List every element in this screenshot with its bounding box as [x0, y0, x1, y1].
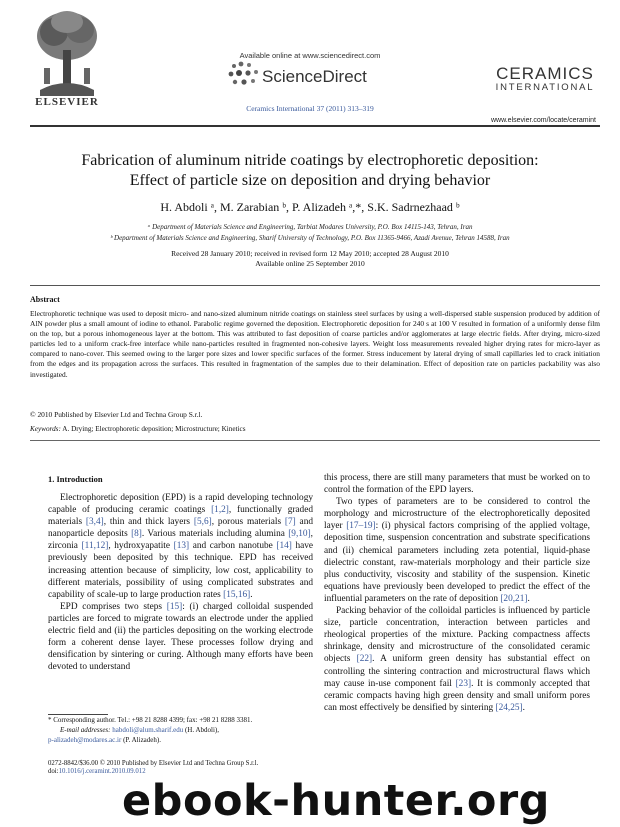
article-title [30, 151, 590, 191]
section-heading-introduction: 1. Introduction [48, 474, 103, 484]
doi-line [48, 768, 146, 775]
keywords-label: Keywords: [30, 425, 61, 433]
journal-reference-link[interactable]: Ceramics International 37 (2011) 313–319 [246, 104, 374, 113]
citation-link[interactable]: [20,21] [500, 593, 528, 604]
keywords-line [30, 425, 246, 433]
received-dates: Received 28 January 2010; received in revised form 12 May 2010; accepted 28 August 2010 [171, 249, 449, 258]
citation-link[interactable]: [8] [131, 529, 142, 540]
title-line-2: Effect of particle size on deposition and drying behavior [129, 172, 491, 189]
title-line-1: Fabrication of aluminum nitride coatings by electrophoretic deposition: [81, 152, 539, 169]
paragraph: Two types of parameters are to be considered to control the morphology and microstructure of the electrophoretically deposited layer [17–19]: (i) physical factors comprising of the applied voltage, deposition time, suspension concentration and substrate specifications and (ii) chemical parameters including zeta potential, liquid-phase dielectric constant, raw-materials morphology and their particle size plus conductivity, viscosity and stability of the suspension. Kinetic equations have previously been developed to predict the effect of the influential parameters on the rate of deposition [20,21]. [324, 497, 591, 604]
abstract-heading: Abstract [30, 295, 60, 304]
sciencedirect-dots-icon [226, 60, 266, 90]
author-list: H. Abdoli ᵃ, M. Zarabian ᵇ, P. Alizadeh ᵃ,*, S.K. Sadrnezhaad ᵇ [160, 200, 460, 214]
abstract-body: Electrophoretic technique was used to deposit micro- and nano-sized aluminum nitride coatings on stainless steel surfaces by using a well-dispersed stable suspension produced by addition of AlN powder plus a small amount of iodine to ethanol. Parabolic regime governed the deposition. Electrophoretic deposition for 240 s at 100 V resulted in formation of a uniformly dense film on the top, but a porous inhomogeneous layer at the bottom. This was attributed to fast deposition of coarse particles and/or agglomerates at large electric fields. After drying, micro-sized particles led to a uniform crack-free interface while nano-particles resulted in fragmented non-cohesive layers. Weight loss measurements revealed higher drying rates for micro-layer as compared to nano-cover. This seemed owing to the larger pore sizes and lower specific surfaces of the former. Stress inducement by lateral drying of small capillaries led to crack initiation from the edges and its propagation across the surfaces. This resulted in fragmentation of the samples due to their delamination. Effect of deposition rate on particles packability was also investigated. [30, 309, 600, 379]
title-divider [30, 285, 600, 286]
citation-link[interactable]: [5,6] [193, 517, 212, 528]
sciencedirect-wordmark: ScienceDirect [262, 67, 367, 86]
header-divider [30, 125, 600, 127]
sciencedirect-logo [222, 60, 392, 92]
citation-link[interactable]: [24,25] [495, 702, 523, 713]
journal-logo-international: INTERNATIONAL [495, 82, 595, 93]
citation-link[interactable]: [15,16] [223, 589, 251, 600]
citation-link[interactable]: [7] [284, 517, 296, 528]
citation-link[interactable]: [11,12] [81, 541, 109, 552]
journal-logo-ceramics: CERAMICS [496, 64, 594, 83]
issn-line: 0272-8842/$36.00 © 2010 Published by Elsevier Ltd and Techna Group S.r.l. [48, 760, 259, 767]
journal-url-link[interactable]: www.elsevier.com/locate/ceramint [490, 117, 596, 124]
citation-link[interactable]: [23] [455, 678, 472, 689]
doi-label: doi: [48, 768, 59, 775]
citation-link[interactable]: [22] [356, 654, 373, 665]
abstract-divider [30, 440, 600, 441]
paragraph: Electrophoretic deposition (EPD) is a rapid developing technology capable of producing ceramic coatings [1,2], functionally graded materials [3,4], thin and thick layers [5,6], porous materials [7] and nanoparticle deposits [8]. Various materials including alumina [9,10], zirconia [11,12], hydroxyapatite [13] and carbon nanotube [14] have previously been deposited by this technique. EPD has received increasing attention because of simplicity, low cost, applicability to different materials, possibility of using complicated substrates and capability of scale-up to large production rates [15,16]. [48, 493, 313, 600]
email-note-2 [48, 736, 161, 746]
body-column-right [324, 472, 590, 714]
email-link-abdoli[interactable]: habdoli@alum.sharif.edu [112, 726, 184, 734]
citation-link[interactable]: [9,10] [288, 529, 311, 540]
citation-link[interactable]: [13] [173, 541, 190, 552]
body-column-left [48, 492, 313, 673]
paragraph: this process, there are still many parameters that must be worked on to control the formation of the EPD layers. [324, 473, 590, 496]
paragraph: EPD comprises two steps [15]: (i) charged colloidal suspended particles are forced to migrate towards an electrode under the applied electric field and (ii) the particles depositing on the working electrode form a coherent dense layer. These processes follow drying and densification by sintering or curing. Although many efforts have been devoted to understand [48, 601, 313, 673]
footnote-divider [48, 714, 108, 715]
email-link-alizadeh[interactable]: p-alizadeh@modares.ac.ir [48, 736, 122, 744]
paragraph: Packing behavior of the colloidal particles is influenced by particle size, particle concentration, interaction between particles and rheological properties of the mixture. Packing compactness affects shrinkage, density and microstructure of the consolidated ceramic objects [22]. A uniform green density has substantial effect on controlling the sintering contraction and microstructural flaws which may cause in-use component fail [23]. It is commonly accepted that ceramic compacts having high green density and small uniform pores can most effectively be densified by sintering [24,25]. [324, 606, 590, 713]
affiliation-a: ᵃ Department of Materials Science and Engineering, Tarbiat Modares University, P.O. Box 14115-143, Tehran, Iran [147, 223, 473, 231]
citation-link[interactable]: [15] [166, 601, 183, 612]
online-date: Available online 25 September 2010 [255, 259, 365, 268]
available-online-text: Available online at www.sciencedirect.com [239, 51, 381, 60]
email-owner-abdoli: (H. Abdoli), [183, 726, 219, 734]
email-note [48, 726, 219, 736]
email-label: E-mail addresses: [60, 726, 111, 734]
citation-link[interactable]: [17–19] [346, 521, 376, 532]
affiliation-b: ᵇ Department of Materials Science and Engineering, Sharif University of Technology, P.O. Box 11365-9466, Azadi Avenue, Tehran 14588, Iran [110, 234, 510, 242]
citation-link[interactable]: [3,4] [85, 517, 104, 528]
journal-logo [490, 64, 600, 93]
citation-link[interactable]: [14] [276, 541, 292, 552]
elsevier-wordmark: ELSEVIER [35, 96, 99, 108]
abstract-copyright: © 2010 Published by Elsevier Ltd and Techna Group S.r.l. [30, 410, 203, 419]
corresponding-author-note: * Corresponding author. Tel.: +98 21 8288 4399; fax: +98 21 8288 3381. [48, 716, 253, 724]
keywords-list: A. Drying; Electrophoretic deposition; Microstructure; Kinetics [60, 425, 246, 433]
watermark-text: ebook-hunter.org [122, 776, 550, 826]
citation-link[interactable]: [1,2] [211, 505, 229, 516]
doi-link[interactable]: 10.1016/j.ceramint.2010.09.012 [58, 768, 146, 775]
email-owner-alizadeh: (P. Alizadeh). [121, 736, 161, 744]
